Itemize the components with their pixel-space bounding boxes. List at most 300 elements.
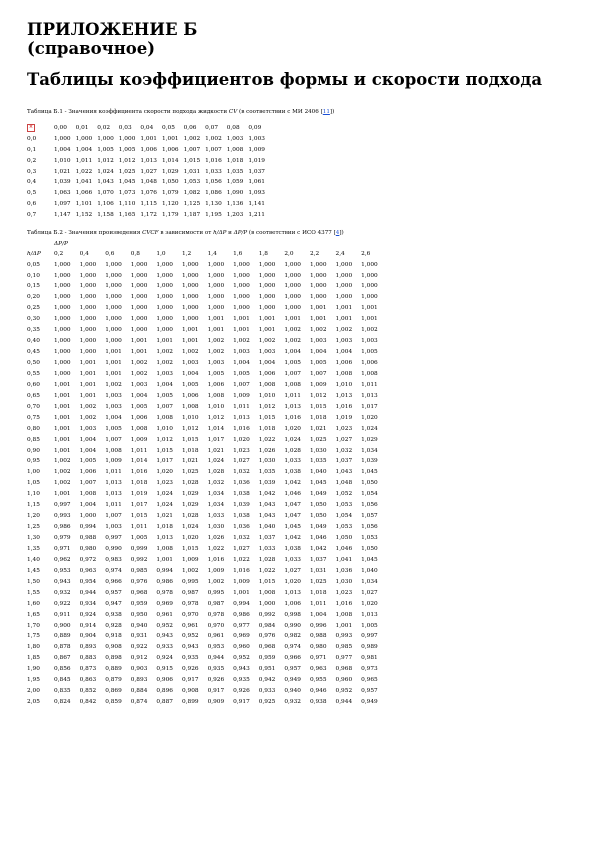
table2-cell: 0,926	[233, 688, 250, 695]
table-row	[27, 565, 387, 576]
table2-cell: 1,014	[130, 458, 148, 465]
table2-cell: 1,039	[233, 502, 250, 509]
page-title: Таблицы коэффициентов формы и скорости подхода	[27, 70, 543, 89]
table2-cell: 1,000	[284, 294, 301, 301]
table1-row-label: 0,1	[27, 146, 37, 153]
table2-cell: 0,856	[54, 666, 71, 673]
table2-cell: 1,007	[79, 480, 97, 487]
table2-row-label: 0,15	[27, 283, 40, 290]
table2-cell: 0,989	[361, 644, 378, 651]
table2-cell: 0,957	[284, 666, 301, 673]
table2-cell: 1,006	[181, 392, 199, 399]
table2-cell: 1,005	[309, 360, 327, 367]
table2-cell: 1,002	[181, 567, 199, 574]
table2-cell: 1,037	[309, 556, 327, 563]
table2-cell: 1,016	[335, 600, 353, 607]
table2-cell: 1,005	[181, 381, 199, 388]
table2-cell: 0,995	[181, 578, 199, 585]
table2-cell: 1,036	[233, 480, 250, 487]
table2-cell: 1,057	[361, 513, 378, 520]
table2-cell: 1,000	[156, 316, 173, 323]
table2-cell: 0,997	[361, 633, 378, 640]
table2-column-header: 2,6	[361, 250, 371, 257]
table2-cell: 0,944	[79, 589, 97, 596]
table2-caption-and: и	[228, 230, 232, 237]
table2-cell: 1,000	[207, 261, 225, 268]
table2-cell: 1,008	[156, 545, 173, 552]
table2-cell: 1,006	[284, 600, 301, 607]
table2-cell: 1,046	[335, 545, 353, 552]
table2-cell: 1,045	[284, 524, 301, 531]
table2-cell: 1,005	[207, 370, 225, 377]
table2-cell: 0,931	[130, 633, 148, 640]
table2-cell: 0,993	[54, 513, 71, 520]
table2-cell: 0,994	[79, 524, 97, 531]
table1-cell: 1,115	[140, 200, 157, 207]
table1-cell: 1,045	[118, 179, 136, 186]
table2-cell: 1,038	[233, 513, 250, 520]
table2-row-label: 0,55	[27, 370, 40, 377]
table1-cell: 1,013	[140, 157, 157, 164]
table2-cell: 1,019	[335, 414, 353, 421]
table2-cell: 1,003	[105, 392, 122, 399]
appendix-subheading: (справочное)	[27, 39, 156, 58]
table2-cell: 1,015	[181, 545, 199, 552]
table2-cell: 1,000	[130, 327, 148, 334]
table1-caption-source: (в соответствии с МИ 2406 [	[239, 109, 323, 115]
table2-column-header: 0,2	[54, 250, 64, 257]
table2-cell: 0,981	[361, 655, 378, 662]
table2-cell: 1,002	[361, 327, 378, 334]
table2-cell: 1,052	[335, 491, 353, 498]
table2-cell: 0,883	[79, 655, 97, 662]
table2-cell: 1,030	[207, 524, 225, 531]
table-row	[27, 697, 387, 708]
table-row	[27, 511, 387, 522]
table1-cell: 1,018	[226, 157, 244, 164]
table2-cell: 1,011	[130, 447, 148, 454]
table2-cell: 0,933	[258, 688, 276, 695]
table2-cell: 0,968	[335, 666, 353, 673]
table2-cell: 1,000	[309, 261, 327, 268]
table2-cell: 1,056	[361, 524, 378, 531]
table-row	[27, 292, 387, 303]
table2-column-header: 1,8	[258, 250, 268, 257]
table2-cell: 1,000	[181, 272, 199, 279]
table2-cell: 1,043	[335, 469, 353, 476]
table2-cell: 1,000	[207, 283, 225, 290]
table2-cell: 1,000	[156, 294, 173, 301]
table2-cell: 1,000	[181, 305, 199, 312]
table2-cell: 1,001	[207, 327, 225, 334]
table2-cell: 1,005	[233, 370, 250, 377]
table2-cell: 0,914	[79, 622, 97, 629]
table2-cell: 1,000	[79, 283, 97, 290]
table2-row-label: 1,35	[27, 545, 40, 552]
table1-row-label: 0,6	[27, 200, 37, 207]
table2-cell: 0,952	[156, 622, 173, 629]
table2-cell: 0,960	[233, 644, 250, 651]
table1-cell: 1,063	[54, 190, 71, 197]
table2-cell: 0,835	[54, 688, 71, 695]
table2-cell: 1,008	[284, 381, 301, 388]
table1-cell: 1,005	[97, 146, 114, 153]
table1-cell: 1,037	[248, 168, 265, 175]
table1-cell: 1,073	[118, 190, 136, 197]
table2-row-label: 1,90	[27, 666, 40, 673]
table2-cell: 1,000	[79, 261, 97, 268]
table1-cell: 1,187	[183, 211, 201, 218]
table2-cell: 1,020	[233, 436, 250, 443]
table2-cell: 1,002	[130, 360, 148, 367]
table2-cell: 1,043	[258, 513, 276, 520]
table2-cell: 1,030	[258, 458, 276, 465]
table2-cell: 1,042	[309, 545, 327, 552]
table2-cell: 0,997	[54, 502, 71, 509]
table1-cell: 1,000	[75, 136, 93, 143]
table2-cell: 1,001	[258, 327, 276, 334]
table-row	[27, 456, 387, 467]
table2-cell: 1,001	[130, 338, 148, 345]
table2-cell: 1,017	[156, 458, 173, 465]
table-row	[27, 533, 387, 544]
table1-cell: 1,000	[54, 136, 71, 143]
table-row	[27, 177, 270, 188]
table2-cell: 1,000	[156, 272, 173, 279]
table2-cell: 0,994	[233, 600, 250, 607]
table2-caption-var: CVCF	[142, 230, 159, 237]
table2-cell: 1,032	[335, 447, 353, 454]
table2-cell: 1,027	[233, 545, 250, 552]
table2-cell: 1,028	[181, 480, 199, 487]
table2-cell: 0,867	[54, 655, 71, 662]
table2-cell: 1,004	[79, 502, 97, 509]
table-row	[27, 664, 387, 675]
table2-cell: 1,001	[105, 370, 122, 377]
table2-cell: 1,004	[309, 349, 327, 356]
table2-cell: 1,002	[105, 381, 122, 388]
table-row	[27, 134, 270, 145]
table2-cell: 1,033	[284, 458, 301, 465]
table2-cell: 1,034	[361, 578, 378, 585]
table2-cell: 1,013	[335, 392, 353, 399]
table2-cell: 0,869	[105, 688, 122, 695]
table2-cell: 0,953	[207, 644, 225, 651]
table2-cell: 0,978	[156, 589, 173, 596]
table2-cell: 1,007	[105, 513, 122, 520]
table2-cell: 1,033	[258, 545, 276, 552]
table1-header-row	[27, 123, 270, 134]
table2-cell: 1,005	[156, 392, 173, 399]
table2-cell: 1,032	[233, 535, 250, 542]
table2-cell: 1,000	[54, 338, 71, 345]
table2-cell: 0,893	[130, 677, 148, 684]
table2-cell: 1,002	[207, 338, 225, 345]
table2-cell: 1,001	[130, 349, 148, 356]
table2-cell: 1,002	[207, 578, 225, 585]
table2-cell: 0,917	[207, 688, 225, 695]
table2-cell: 0,985	[130, 567, 148, 574]
table2-cell: 1,001	[54, 436, 71, 443]
table2-cell: 1,015	[309, 403, 327, 410]
table2-cell: 0,908	[181, 688, 199, 695]
table2-cell: 1,018	[130, 480, 148, 487]
table2-cell: 1,020	[156, 469, 173, 476]
table2-cell: 0,898	[105, 655, 122, 662]
table2-cell: 1,004	[233, 360, 250, 367]
table2-cell: 1,000	[79, 305, 97, 312]
table2-cell: 1,009	[105, 458, 122, 465]
table2-row-label: 1,70	[27, 622, 40, 629]
table2-cell: 1,020	[361, 414, 378, 421]
table2-cell: 0,969	[233, 633, 250, 640]
table1-row-label: 0,3	[27, 168, 37, 175]
table2-cell: 0,943	[181, 644, 199, 651]
table2-reference-link[interactable]: 4	[335, 230, 340, 237]
table-row	[27, 631, 387, 642]
table2-cell: 1,000	[361, 294, 378, 301]
table2-cell: 1,003	[156, 370, 173, 377]
table2-row-label: 1,40	[27, 556, 40, 563]
table2-cell: 1,003	[233, 349, 250, 356]
table2-cell: 1,004	[309, 611, 327, 618]
table-row	[27, 270, 387, 281]
table2-column-header: 2,4	[335, 250, 345, 257]
table2-cell: 0,878	[54, 644, 71, 651]
table2-row-label: 1,20	[27, 513, 40, 520]
table2-row-label: 0,20	[27, 294, 40, 301]
table1-cell: 1,195	[205, 211, 222, 218]
table-row	[27, 554, 387, 565]
table-row	[27, 609, 387, 620]
table1-cell: 1,079	[161, 190, 179, 197]
table2-cell: 0,999	[130, 545, 148, 552]
table2-cell: 1,006	[207, 381, 225, 388]
table2-cell: 1,045	[361, 556, 378, 563]
table2-cell: 1,004	[335, 349, 353, 356]
table2-cell: 0,986	[156, 578, 173, 585]
table1-column-header: 0,08	[226, 125, 240, 132]
table2-cell: 0,977	[233, 622, 250, 629]
table2-cell: 1,015	[258, 414, 276, 421]
table2-cell: 1,000	[54, 316, 71, 323]
table2-cell: 1,008	[181, 403, 199, 410]
table2-cell: 0,944	[335, 699, 353, 706]
table2-cell: 1,004	[284, 349, 301, 356]
table2-cell: 1,013	[156, 535, 173, 542]
table2-cell: 1,035	[258, 469, 276, 476]
table2-cell: 1,043	[258, 502, 276, 509]
table-row	[27, 489, 387, 500]
table2-cell: 1,013	[233, 414, 250, 421]
table-row	[27, 467, 387, 478]
table2-cell: 0,995	[207, 589, 225, 596]
table2-cell: 1,036	[335, 567, 353, 574]
table2-cell: 0,925	[258, 699, 276, 706]
table1-cell: 1,003	[248, 136, 265, 143]
table2-cell: 1,000	[258, 261, 276, 268]
table2-cell: 1,015	[181, 436, 199, 443]
table2-cell: 1,018	[309, 414, 327, 421]
table2-cell: 1,008	[335, 370, 353, 377]
table2-cell: 0,990	[284, 622, 301, 629]
table1-cell: 1,002	[205, 136, 222, 143]
table2-caption-source: (в соответствии с ИСО 4377 [	[248, 230, 336, 237]
table2-corner-cell	[27, 240, 54, 248]
table2-cell: 1,007	[156, 403, 173, 410]
table2-cell: 1,042	[284, 480, 301, 487]
table2-cell: 1,000	[105, 305, 122, 312]
table2-cell: 1,045	[309, 480, 327, 487]
table2-cell: 1,004	[79, 436, 97, 443]
table2-cell: 1,006	[258, 370, 276, 377]
table2-cell: 0,962	[54, 556, 71, 563]
table2-cell: 0,918	[105, 633, 122, 640]
table2-cell: 1,008	[258, 589, 276, 596]
table-row	[27, 145, 270, 156]
table2-cell: 0,977	[335, 655, 353, 662]
table2-cell: 0,935	[181, 655, 199, 662]
table2-cell: 0,970	[207, 622, 225, 629]
table2-cell: 1,001	[309, 316, 327, 323]
table2-cell: 0,946	[309, 688, 327, 695]
table2-cell: 1,004	[105, 414, 122, 421]
table2-caption	[27, 230, 572, 236]
table2-cell: 1,008	[258, 381, 276, 388]
table2-cell: 1,001	[233, 327, 250, 334]
table2-cell: 1,054	[361, 491, 378, 498]
table2-cell: 1,003	[105, 524, 122, 531]
table2-row-label: 1,30	[27, 535, 40, 542]
table1-cell: 1,031	[183, 168, 201, 175]
table2-cell: 1,040	[309, 469, 327, 476]
table1-cell: 1,203	[226, 211, 244, 218]
table2-cell: 1,034	[361, 447, 378, 454]
table2-cell: 1,000	[258, 600, 276, 607]
table1-row-label: 0,4	[27, 179, 37, 186]
table-row	[27, 303, 387, 314]
table2-cell: 1,002	[207, 349, 225, 356]
table-row	[27, 478, 387, 489]
table2-cell: 0,926	[181, 666, 199, 673]
table2-cell: 0,954	[79, 578, 97, 585]
table2-cell: 1,005	[361, 622, 378, 629]
table-row	[27, 500, 387, 511]
table2-cell: 0,957	[361, 688, 378, 695]
table2-cell: 1,000	[233, 272, 250, 279]
table1-cell: 1,136	[226, 200, 244, 207]
table2-cell: 1,008	[335, 611, 353, 618]
table2-cell: 1,001	[309, 305, 327, 312]
table2-cell: 1,000	[335, 261, 353, 268]
table1-cell: 1,007	[205, 146, 222, 153]
table-row	[27, 587, 387, 598]
table2-cell: 1,001	[156, 556, 173, 563]
table2-cell: 1,041	[335, 556, 353, 563]
table2-row-label: 1,45	[27, 567, 40, 574]
table2-cell: 0,942	[258, 677, 276, 684]
table2-cell: 1,000	[105, 316, 122, 323]
table2-row-label: 0,60	[27, 381, 40, 388]
table2-cell: 1,016	[207, 556, 225, 563]
table2-cell: 0,906	[156, 677, 173, 684]
table2-cell: 1,001	[258, 316, 276, 323]
table1-column-header: 0,07	[205, 125, 219, 132]
table2-cell: 1,011	[105, 469, 122, 476]
table2-cell: 1,025	[181, 469, 199, 476]
table2-cell: 1,009	[181, 556, 199, 563]
table2-cell: 0,944	[207, 655, 225, 662]
table2-cell: 0,959	[130, 600, 148, 607]
table-row	[27, 675, 387, 686]
table2-cell: 0,952	[233, 655, 250, 662]
table2-cell: 0,978	[207, 611, 225, 618]
table2-cell: 1,001	[79, 381, 97, 388]
table2-cell: 1,010	[258, 392, 276, 399]
table2-cell: 1,001	[54, 425, 71, 432]
table2-row-label: 1,05	[27, 480, 40, 487]
table2-cell: 1,049	[309, 524, 327, 531]
table2-cell: 1,003	[309, 338, 327, 345]
table2-cell: 1,023	[335, 589, 353, 596]
table1-reference-link[interactable]: 11	[322, 109, 330, 115]
table2-cell: 0,971	[309, 655, 327, 662]
table2-cell: 1,017	[207, 436, 225, 443]
table2-cell: 0,908	[105, 644, 122, 651]
table1-cell: 1,012	[97, 157, 114, 164]
table2-cell: 0,949	[284, 677, 301, 684]
table2-row-label: 0,10	[27, 272, 40, 279]
table2-cell: 1,027	[361, 589, 378, 596]
table1-cell: 1,141	[248, 200, 265, 207]
table2-cell: 0,909	[207, 699, 225, 706]
table2-cell: 1,023	[233, 447, 250, 454]
table2-caption-text: Таблица Б.2 - Значения произведения	[27, 230, 141, 237]
table2-cell: 1,008	[361, 370, 378, 377]
table2-cell: 0,952	[335, 688, 353, 695]
table2-cell: 0,957	[105, 589, 122, 596]
table2-cell: 0,903	[130, 666, 148, 673]
table2-cell: 0,879	[105, 677, 122, 684]
table2-cell: 1,005	[361, 349, 378, 356]
table2-cell: 1,000	[156, 283, 173, 290]
table2-cell: 0,917	[233, 699, 250, 706]
table2-cell: 1,002	[309, 327, 327, 334]
table2-cell: 1,000	[54, 349, 71, 356]
table2-column-header: 1,0	[156, 250, 166, 257]
table2-cell: 1,001	[361, 316, 378, 323]
table2-cell: 1,004	[258, 360, 276, 367]
table2-cell: 1,013	[361, 392, 378, 399]
table1-cell: 1,050	[161, 179, 179, 186]
table2-column-header: 1,2	[181, 250, 192, 257]
table-row	[27, 325, 387, 336]
table2-cell: 1,002	[335, 327, 353, 334]
table2-cell: 1,050	[309, 513, 327, 520]
table2-cell: 1,047	[284, 502, 301, 509]
table2-cell: 1,001	[233, 589, 250, 596]
table2-cell: 0,935	[233, 677, 250, 684]
table2-cell: 0,893	[79, 644, 97, 651]
table2-cell: 0,884	[130, 688, 148, 695]
document-page	[27, 20, 572, 708]
table2-cell: 1,000	[309, 283, 327, 290]
table2-cell: 1,000	[54, 370, 71, 377]
table2-cell: 1,001	[335, 622, 353, 629]
table2-cell: 1,033	[284, 556, 301, 563]
table2-cell: 1,015	[156, 447, 173, 454]
table2-cell: 0,990	[105, 545, 122, 552]
